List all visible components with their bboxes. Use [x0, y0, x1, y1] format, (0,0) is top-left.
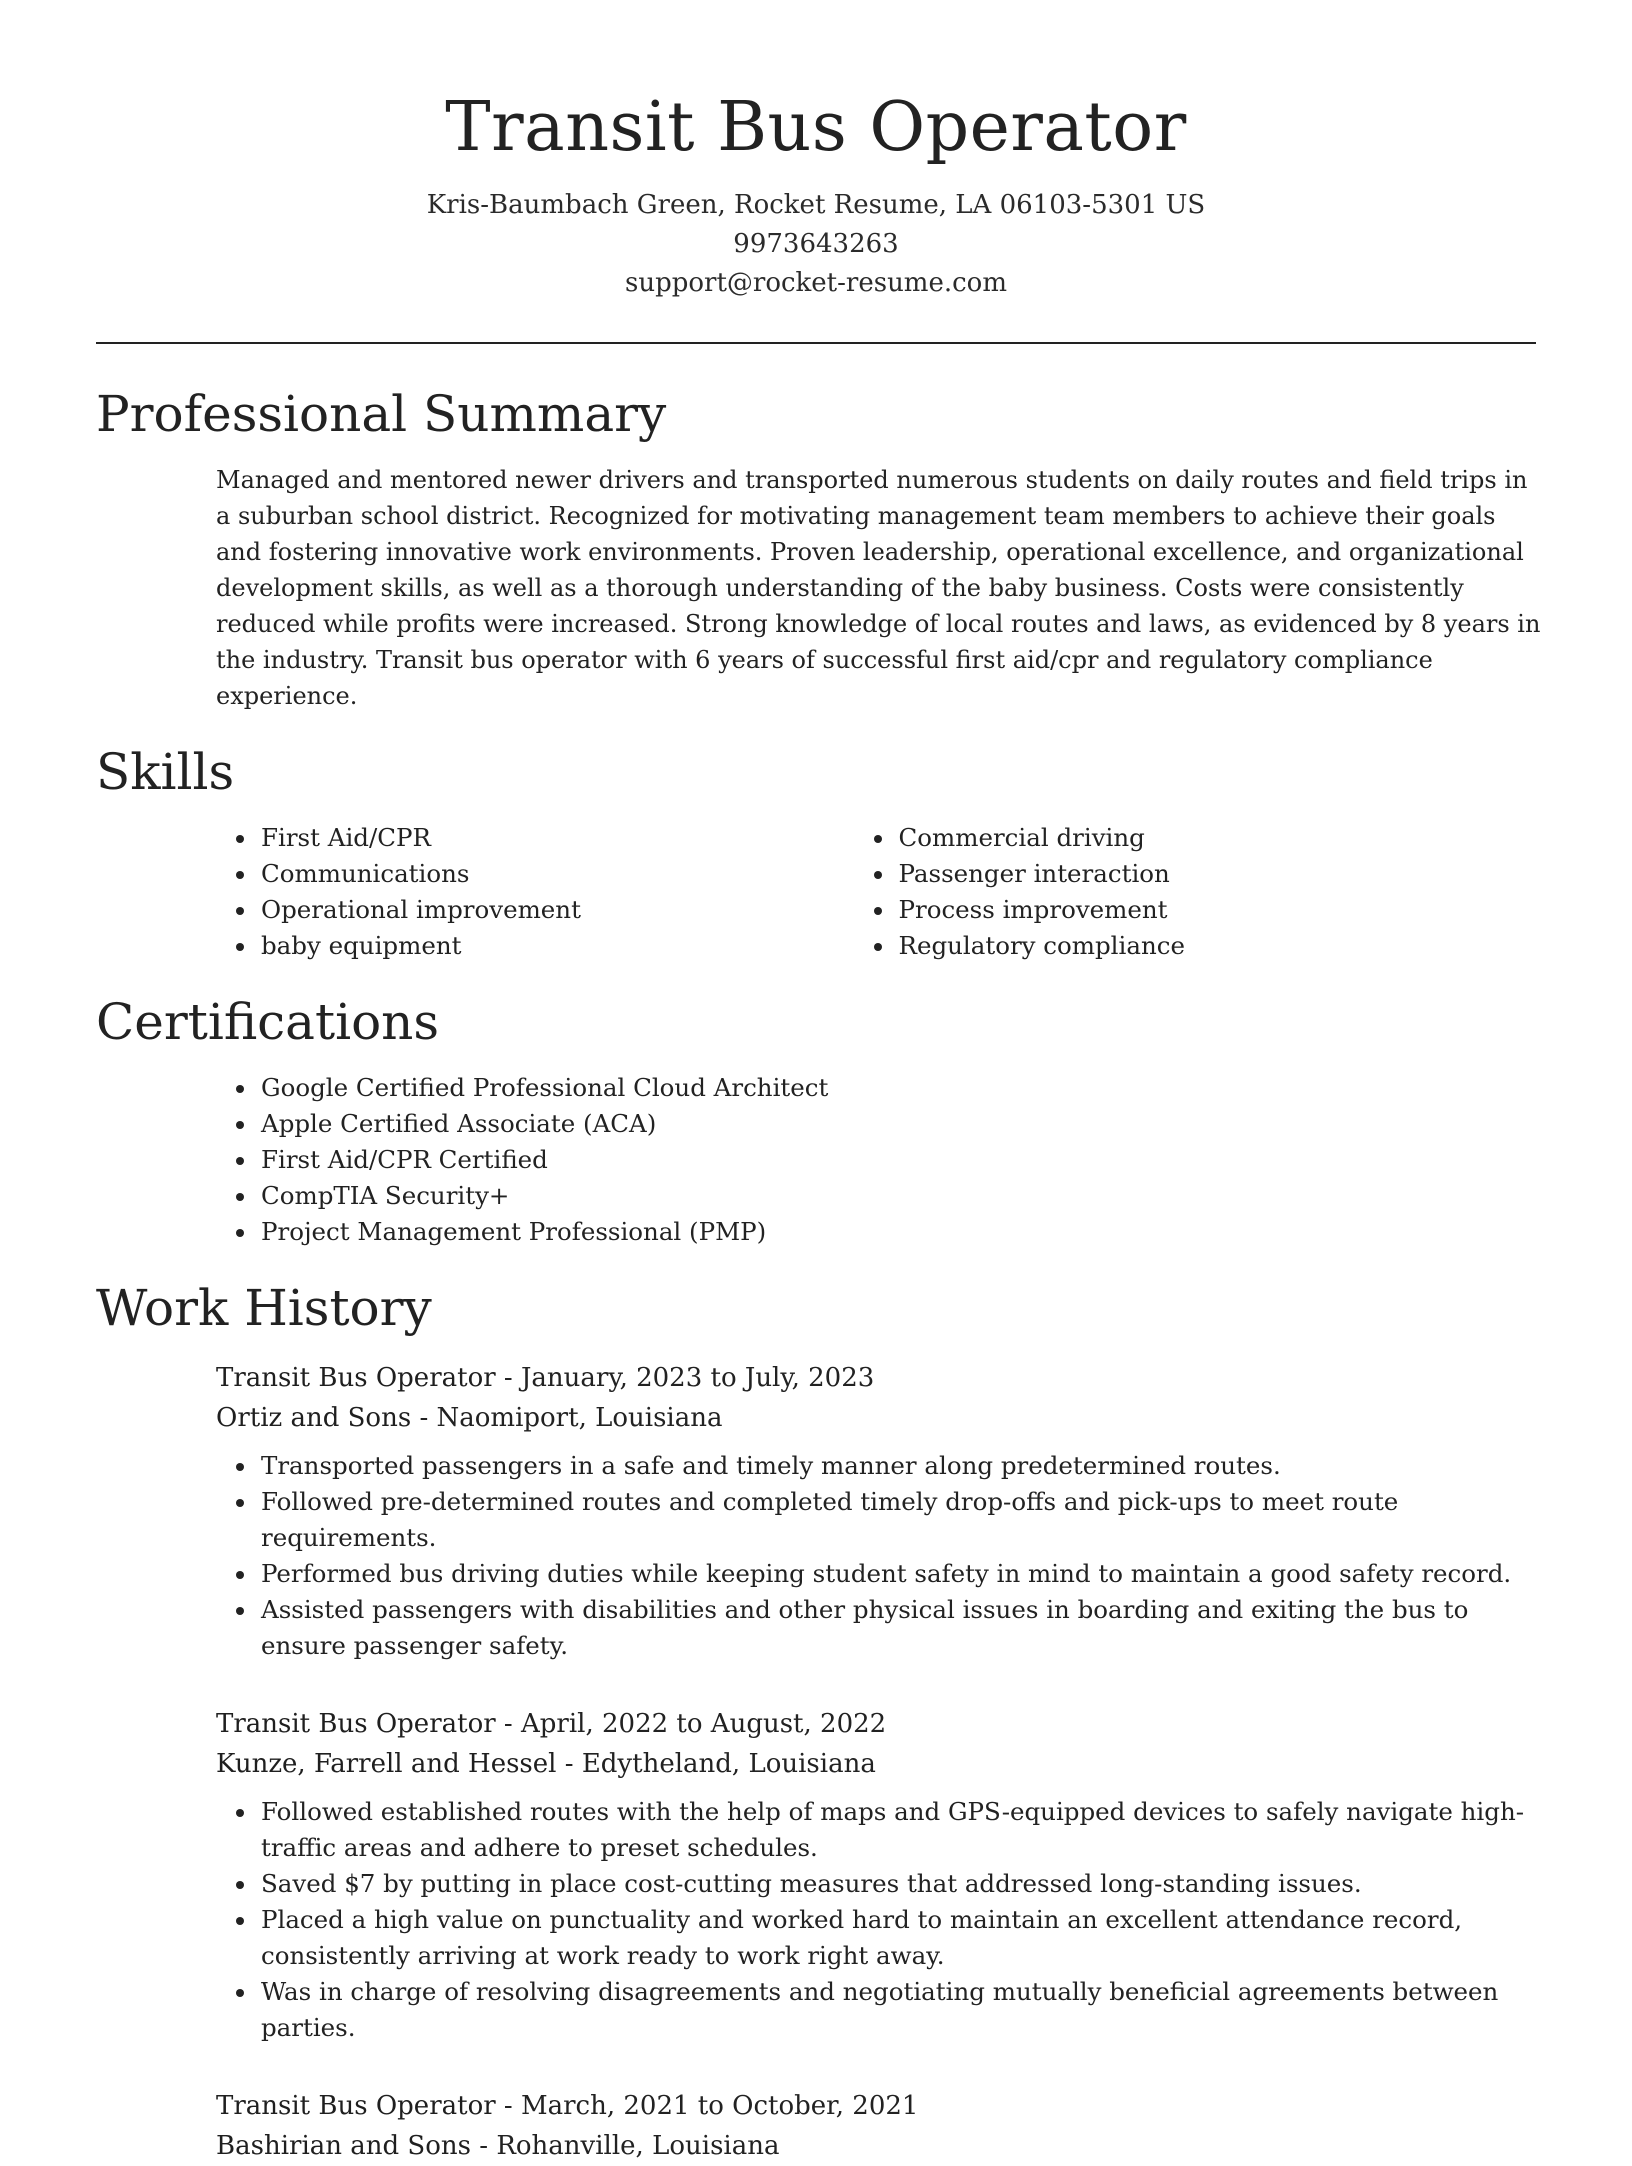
skills-list-left — [261, 820, 899, 964]
certifications-section — [96, 986, 1536, 1250]
job-title-line: Transit Bus Operator - April, 2022 to August, 2022 — [216, 1709, 887, 1739]
job-bullet: Followed established routes with the help of maps and GPS-equipped devices to safely navigate high-traffic areas and adhere to preset schedules. — [261, 1794, 1551, 1866]
job-entry — [216, 1704, 1536, 2046]
certification-item: First Aid/CPR Certified — [261, 1142, 1536, 1178]
section-heading-certifications: Certifications — [96, 993, 440, 1051]
job-bullets — [261, 1794, 1551, 2046]
professional-summary-section — [96, 378, 1541, 714]
contact-phone: 9973643263 — [733, 229, 899, 259]
job-bullet: Assisted passengers with disabilities and other physical issues in boarding and exiting the bus to ensure passenger safety. — [261, 1592, 1551, 1664]
contact-address: Kris-Baumbach Green, Rocket Resume, LA 06103-5301 US — [426, 190, 1206, 220]
certification-item: Apple Certified Associate (ACA) — [261, 1106, 1536, 1142]
skill-item: baby equipment — [261, 928, 899, 964]
resume-body — [96, 378, 1541, 2166]
job-bullet: Performed bus driving duties while keeping student safety in mind to maintain a good safety record. — [261, 1556, 1551, 1592]
job-dates: April, 2022 to August, 2022 — [520, 1709, 887, 1739]
job-location: Naomiport, Louisiana — [436, 1403, 723, 1433]
skill-item: Commercial driving — [899, 820, 1537, 856]
job-company: Kunze, Farrell and Hessel — [216, 1749, 557, 1779]
job-bullets — [261, 1448, 1551, 1664]
job-company: Bashirian and Sons — [216, 2131, 471, 2161]
job-company-line: Bashirian and Sons - Rohanville, Louisiana — [216, 2131, 780, 2161]
job-bullet: Placed a high value on punctuality and worked hard to maintain an excellent attendance record, consistently arriving at work ready to work right away. — [261, 1902, 1551, 1974]
skill-item: First Aid/CPR — [261, 820, 899, 856]
certification-item: CompTIA Security+ — [261, 1178, 1536, 1214]
header-divider — [96, 342, 1536, 344]
job-title: Transit Bus Operator — [216, 1363, 496, 1393]
skill-item: Operational improvement — [261, 892, 899, 928]
skill-item: Process improvement — [899, 892, 1537, 928]
job-dates: March, 2021 to October, 2021 — [520, 2091, 919, 2121]
skills-list-right — [899, 820, 1537, 964]
job-dates: January, 2023 to July, 2023 — [520, 1363, 875, 1393]
job-location: Edytheland, Louisiana — [581, 1749, 876, 1779]
job-title-line: Transit Bus Operator - March, 2021 to October, 2021 — [216, 2091, 919, 2121]
skills-columns — [261, 820, 1536, 964]
skill-item: Communications — [261, 856, 899, 892]
contact-info — [0, 186, 1632, 303]
skill-item: Regulatory compliance — [899, 928, 1537, 964]
contact-email: support@rocket-resume.com — [624, 268, 1007, 298]
job-entry — [216, 1358, 1536, 1664]
work-history-section — [96, 1272, 1536, 2166]
job-bullet: Was in charge of resolving disagreements and negotiating mutually beneficial agreements between parties. — [261, 1974, 1551, 2046]
job-title: Transit Bus Operator — [216, 2091, 496, 2121]
certifications-list — [261, 1070, 1536, 1250]
job-bullet: Saved $7 by putting in place cost-cutting measures that addressed long-standing issues. — [261, 1866, 1551, 1902]
section-heading-skills: Skills — [96, 743, 235, 801]
resume-header — [0, 0, 1632, 303]
certification-item: Project Management Professional (PMP) — [261, 1214, 1536, 1250]
skill-item: Passenger interaction — [899, 856, 1537, 892]
job-title-line: Transit Bus Operator - January, 2023 to July, 2023 — [216, 1363, 875, 1393]
section-heading-summary: Professional Summary — [96, 385, 667, 443]
skills-section — [96, 736, 1536, 964]
job-bullet: Followed pre-determined routes and completed timely drop-offs and pick-ups to meet route requirements. — [261, 1484, 1551, 1556]
job-bullet: Transported passengers in a safe and timely manner along predetermined routes. — [261, 1448, 1551, 1484]
job-entry — [216, 2086, 1536, 2166]
job-company-line: Ortiz and Sons - Naomiport, Louisiana — [216, 1403, 723, 1433]
certification-item: Google Certified Professional Cloud Architect — [261, 1070, 1536, 1106]
job-location: Rohanville, Louisiana — [496, 2131, 780, 2161]
job-company-line: Kunze, Farrell and Hessel - Edytheland, Louisiana — [216, 1749, 876, 1779]
resume-title: Transit Bus Operator — [445, 88, 1187, 167]
job-title: Transit Bus Operator — [216, 1709, 496, 1739]
job-company: Ortiz and Sons — [216, 1403, 412, 1433]
summary-text: Managed and mentored newer drivers and transported numerous students on daily routes and field trips in a suburban school district. Recognized for motivating management team members to achieve their goals and fostering innovative work environments. Proven leadership, operational excellence, and organizational development skills, as well as a thorough understanding of the baby business. Costs were consistently reduced while profits were increased. Strong knowledge of local routes and laws, as evidenced by 8 years in the industry. Transit bus operator with 6 years of successful first aid/cpr and regulatory compliance experience. — [216, 466, 1541, 710]
section-heading-work-history: Work History — [96, 1279, 432, 1337]
